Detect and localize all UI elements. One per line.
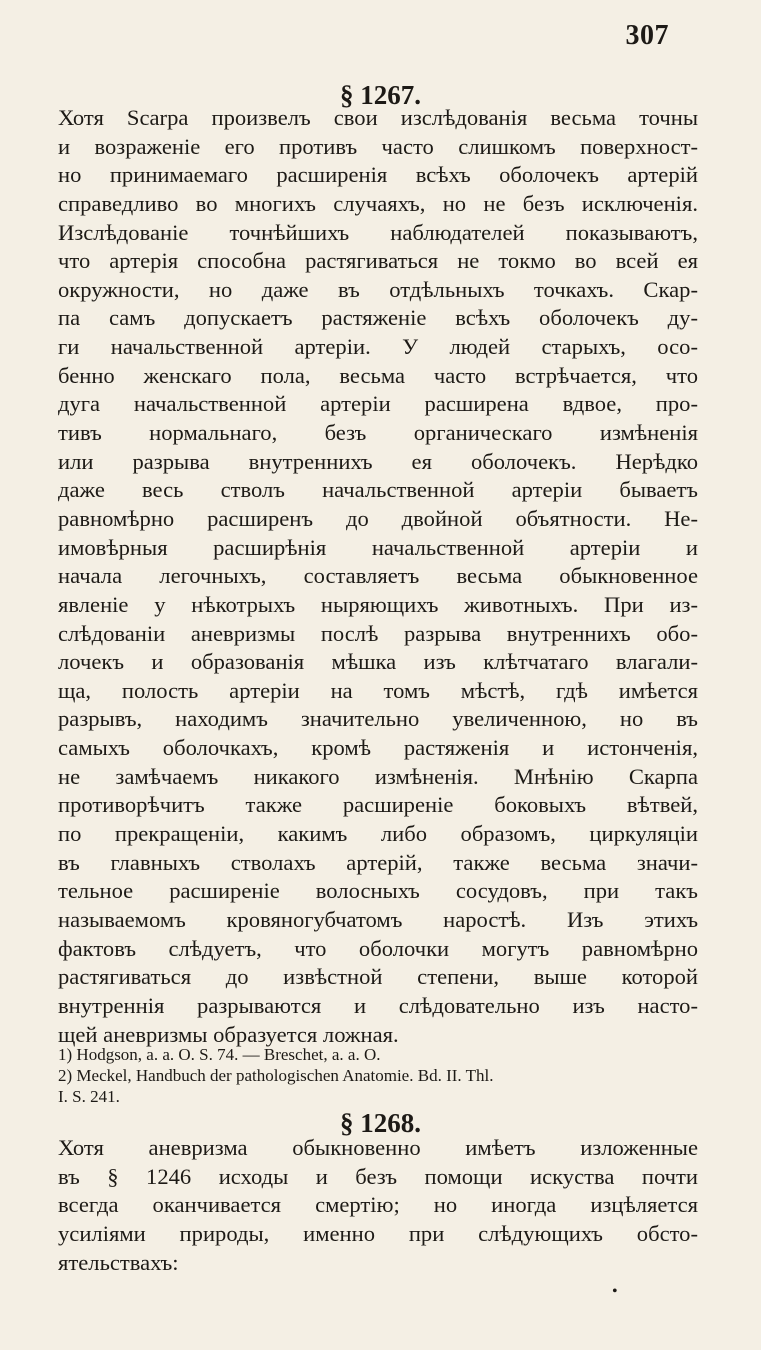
text-line: фактовъ слѣдуетъ, что оболочки могутъ равномѣрно bbox=[58, 935, 698, 961]
text-line: въ главныхъ стволахъ артерій, также весьма значи- bbox=[58, 849, 698, 875]
text-line: Изслѣдованіе точнѣйшихъ наблюдателей показываютъ, bbox=[58, 219, 698, 245]
section-body bbox=[58, 1134, 698, 1277]
text-line: разрывъ, находимъ значительно увеличенною, но въ bbox=[58, 706, 698, 732]
text-line: явленіе у нѣкотрыхъ ныряющихъ животныхъ. При из- bbox=[58, 591, 698, 617]
text-line: Хотя аневризма обыкновенно имѣетъ изложенные bbox=[58, 1135, 698, 1160]
text-line: лочекъ и образованія мѣшка изъ клѣтчатаго влагали- bbox=[58, 649, 698, 675]
text-line: въ § 1246 исходы и безъ помощи искуства почти bbox=[58, 1163, 698, 1189]
text-line: бенно женскаго пола, весьма часто встрѣчается, что bbox=[58, 362, 698, 388]
text-line: тельное расширеніе волосныхъ сосудовъ, при такъ bbox=[58, 878, 698, 904]
text-line: растягиваться до извѣстной степени, выше которой bbox=[58, 964, 698, 990]
text-line: па самъ допускаетъ растяженіе всѣхъ оболочекъ ду- bbox=[58, 305, 698, 331]
text-line: или разрыва внутреннихъ ея оболочекъ. Нерѣдко bbox=[58, 448, 698, 474]
text-line: ги начальственной артеріи. У людей старыхъ, осо- bbox=[58, 334, 698, 360]
text-line: начала легочныхъ, составляетъ весьма обыкновенное bbox=[58, 563, 698, 589]
text-line: усиліями природы, именно при слѣдующихъ обсто- bbox=[58, 1220, 698, 1246]
footnote: 1) Hodgson, a. a. O. S. 74. — Breschet, a. a. O. bbox=[58, 1045, 381, 1064]
text-line: равномѣрно расширенъ до двойной объятности. Не- bbox=[58, 505, 698, 531]
text-line: имовѣрныя расширѣнія начальственной артеріи и bbox=[58, 534, 698, 560]
text-line: самыхъ оболочкахъ, кромѣ растяженія и истонченія, bbox=[58, 735, 698, 761]
text-line: ятельствахъ: bbox=[58, 1249, 179, 1275]
text-line: слѣдованіи аневризмы послѣ разрыва внутреннихъ обо- bbox=[58, 620, 698, 646]
text-line: окружности, но даже въ отдѣльныхъ точкахъ. Скар- bbox=[58, 276, 698, 302]
text-line: противорѣчитъ также расширеніе боковыхъ вѣтвей, bbox=[58, 792, 698, 818]
text-line: Хотя Scarpa произвелъ свои изслѣдованія весьма точны bbox=[58, 105, 698, 130]
text-line: не замѣчаемъ никакого измѣненія. Мнѣнію Скарпа bbox=[58, 763, 698, 789]
text-line: щей аневризмы образуется ложная. bbox=[58, 1021, 399, 1047]
text-line: тивъ нормальнаго, безъ органическаго измѣненія bbox=[58, 420, 698, 446]
ornament-mark: • bbox=[612, 1283, 618, 1300]
text-line: называемомъ кровяногубчатомъ наростѣ. Изъ этихъ bbox=[58, 906, 698, 932]
footnote: I. S. 241. bbox=[58, 1087, 120, 1106]
text-line: даже весь стволъ начальственной артеріи бываетъ bbox=[58, 477, 698, 503]
text-line: ща, полость артеріи на томъ мѣстѣ, гдѣ имѣется bbox=[58, 677, 698, 703]
section-heading: § 1268. bbox=[340, 1108, 421, 1138]
text-line: но принимаемаго расширенія всѣхъ оболочекъ артерій bbox=[58, 162, 698, 188]
text-line: всегда оканчивается смертію; но иногда изцѣляется bbox=[58, 1192, 698, 1218]
footnote: 2) Meckel, Handbuch der pathologischen Anatomie. Bd. II. Thl. bbox=[58, 1066, 494, 1085]
section-body bbox=[58, 104, 698, 1049]
text-line: внутреннія разрываются и слѣдовательно изъ насто- bbox=[58, 992, 698, 1018]
text-line: и возраженіе его противъ часто слишкомъ поверхност- bbox=[58, 133, 698, 159]
text-line: по прекращеніи, какимъ либо образомъ, циркуляціи bbox=[58, 821, 698, 847]
footnotes bbox=[58, 1044, 698, 1107]
section-heading: § 1267. bbox=[340, 80, 421, 110]
text-line: что артерія способна растягиваться не токмо во всей ея bbox=[58, 248, 698, 274]
text-line: дуга начальственной артеріи расширена вдвое, про- bbox=[58, 391, 698, 417]
text-line: справедливо во многихъ случаяхъ, но не безъ исключенія. bbox=[58, 190, 698, 216]
page-number: 307 bbox=[625, 20, 669, 51]
